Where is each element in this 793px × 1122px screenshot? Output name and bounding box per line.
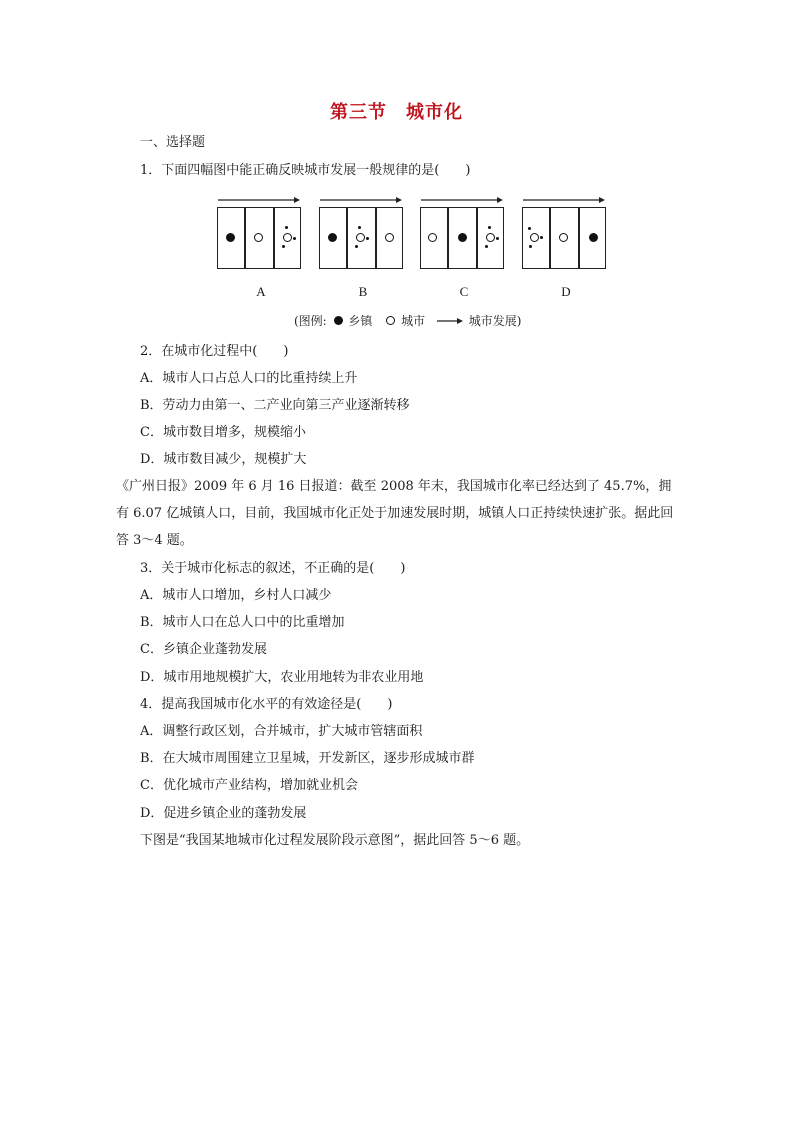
town-icon: [589, 233, 598, 242]
page-title: 第三节 城市化: [330, 102, 463, 123]
reading-passage: 《广州日报》2009 年 6 月 16 日报道：截至 2008 年末，我国城市化率已经达到了 45.7%，拥有 6.07 亿城镇人口，目前，我国城市化正处于加速发展时期，城镇人口正持续快速扩张。据此回答 3～4 题。: [116, 479, 674, 548]
city-icon: [356, 233, 365, 242]
development-arrow-icon: [421, 196, 503, 204]
figure-box-b: [319, 207, 403, 269]
question-1-figure: [216, 196, 608, 336]
question-2-option-c: C．城市数目增多，规模缩小: [140, 425, 306, 440]
development-arrow-icon: [320, 196, 402, 204]
figure-legend: [294, 312, 521, 329]
figure-box-a: [217, 207, 301, 269]
question-3-option-c: C．乡镇企业蓬勃发展: [140, 642, 267, 657]
question-2-option-a: A．城市人口占总人口的比重持续上升: [140, 371, 358, 386]
question-4-option-a: A．调整行政区划，合并城市，扩大城市管辖面积: [140, 724, 423, 739]
question-2-option-b: B．劳动力由第一、二产业向第三产业逐渐转移: [140, 398, 410, 413]
legend-develop: 城市发展): [468, 314, 522, 328]
legend-city: 城市: [401, 314, 426, 328]
question-2: 2．在城市化过程中( ): [140, 344, 289, 359]
development-arrow-icon: [218, 196, 300, 204]
section-heading: 一、选择题: [140, 135, 206, 150]
question-3-option-a: A．城市人口增加，乡村人口减少: [140, 588, 332, 603]
development-arrow-icon: [523, 196, 605, 204]
city-icon: [386, 316, 395, 325]
city-icon: [530, 233, 539, 242]
question-3: 3．关于城市化标志的叙述，不正确的是( ): [140, 561, 406, 576]
question-4-option-b: B．在大城市周围建立卫星城，开发新区，逐步形成城市群: [140, 751, 475, 766]
town-icon: [328, 233, 337, 242]
city-icon: [254, 233, 263, 242]
figure-label-a: A: [256, 284, 266, 299]
legend-town: 乡镇: [348, 314, 373, 328]
city-icon: [283, 233, 292, 242]
question-4-option-d: D．促进乡镇企业的蓬勃发展: [140, 806, 307, 821]
city-icon: [559, 233, 568, 242]
question-4: 4．提高我国城市化水平的有效途径是( ): [140, 697, 393, 712]
question-3-option-b: B．城市人口在总人口中的比重增加: [140, 615, 345, 630]
town-icon: [334, 316, 343, 325]
question-4-option-c: C．优化城市产业结构，增加就业机会: [140, 778, 358, 793]
town-icon: [458, 233, 467, 242]
figure-box-c: [420, 207, 504, 269]
figure-label-c: C: [459, 284, 469, 299]
question-2-option-d: D．城市数目减少，规模扩大: [140, 452, 307, 467]
question-3-option-d: D．城市用地规模扩大，农业用地转为非农业用地: [140, 670, 424, 685]
legend-prefix: (图例:: [294, 314, 327, 328]
figure-label-d: D: [561, 284, 571, 299]
town-icon: [226, 233, 235, 242]
development-arrow-icon: [437, 317, 463, 325]
city-icon: [385, 233, 394, 242]
question-1: 1．下面四幅图中能正确反映城市发展一般规律的是( ): [140, 163, 471, 178]
city-icon: [428, 233, 437, 242]
city-icon: [486, 233, 495, 242]
question-5-intro: 下图是“我国某地城市化过程发展阶段示意图”，据此回答 5～6 题。: [140, 833, 530, 848]
figure-box-d: [522, 207, 606, 269]
figure-label-b: B: [358, 284, 368, 299]
